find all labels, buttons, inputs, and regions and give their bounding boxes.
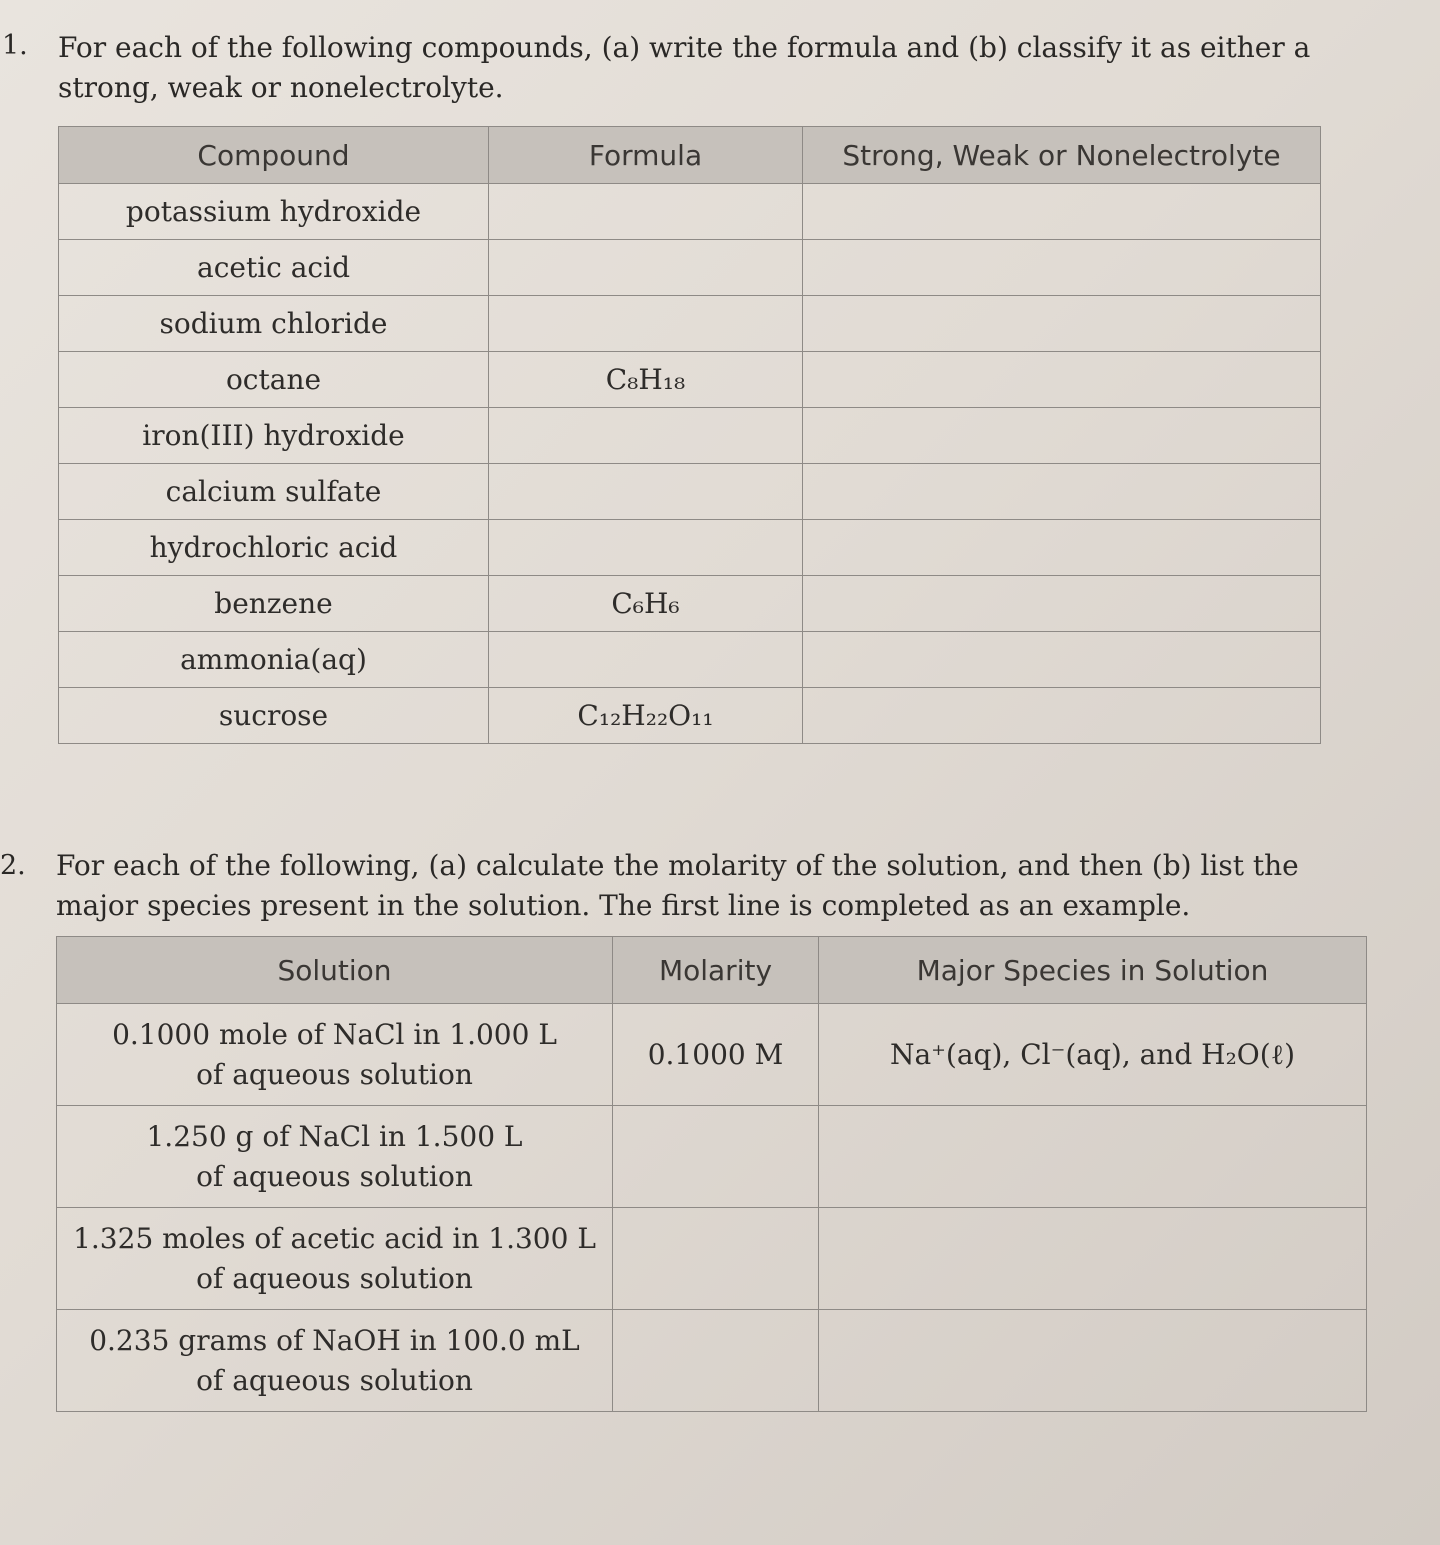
- electrolyte-table-header-row: [59, 127, 1321, 184]
- formula-cell[interactable]: C₆H₆: [489, 576, 803, 632]
- formula-cell[interactable]: [489, 240, 803, 296]
- species-cell[interactable]: [819, 1310, 1367, 1412]
- compound-cell: octane: [59, 352, 489, 408]
- molarity-cell[interactable]: [613, 1310, 819, 1412]
- species-cell[interactable]: [819, 1106, 1367, 1208]
- solution-line-1: 1.250 g of NaCl in 1.500 L: [146, 1119, 523, 1153]
- classification-cell[interactable]: [803, 520, 1321, 576]
- molarity-cell[interactable]: [613, 1208, 819, 1310]
- table-row: [59, 688, 1321, 744]
- compound-cell: acetic acid: [59, 240, 489, 296]
- classification-cell[interactable]: [803, 240, 1321, 296]
- solution-line-2: of aqueous solution: [196, 1159, 473, 1193]
- table-row: [57, 1004, 1367, 1106]
- header-species: Major Species in Solution: [819, 937, 1367, 1004]
- classification-cell[interactable]: [803, 352, 1321, 408]
- header-compound: Compound: [59, 127, 489, 184]
- solution-cell: [57, 1004, 613, 1106]
- formula-cell[interactable]: [489, 464, 803, 520]
- question-2-text: For each of the following, (a) calculate the molarity of the solution, and then (b) list the major species present in the solution. The first line is completed as an example.: [56, 849, 1299, 922]
- species-cell[interactable]: [819, 1208, 1367, 1310]
- header-solution: Solution: [57, 937, 613, 1004]
- header-molarity: Molarity: [613, 937, 819, 1004]
- table-row: [57, 1208, 1367, 1310]
- formula-cell[interactable]: [489, 408, 803, 464]
- electrolyte-table: [58, 126, 1321, 744]
- formula-cell[interactable]: C₈H₁₈: [489, 352, 803, 408]
- molarity-table-header-row: [57, 937, 1367, 1004]
- solution-line-2: of aqueous solution: [196, 1057, 473, 1091]
- formula-cell[interactable]: [489, 632, 803, 688]
- solution-cell: [57, 1106, 613, 1208]
- header-classification: Strong, Weak or Nonelectrolyte: [803, 127, 1321, 184]
- formula-cell[interactable]: [489, 520, 803, 576]
- question-1-text: For each of the following compounds, (a) write the formula and (b) classify it as either a strong, weak or nonelectrolyte.: [58, 31, 1311, 104]
- solution-line-1: 1.325 moles of acetic acid in 1.300 L: [73, 1221, 596, 1255]
- formula-cell[interactable]: C₁₂H₂₂O₁₁: [489, 688, 803, 744]
- molarity-cell[interactable]: [613, 1106, 819, 1208]
- table-row: [59, 240, 1321, 296]
- classification-cell[interactable]: [803, 408, 1321, 464]
- classification-cell[interactable]: [803, 576, 1321, 632]
- table-row: [59, 576, 1321, 632]
- compound-cell: hydrochloric acid: [59, 520, 489, 576]
- solution-line-2: of aqueous solution: [196, 1363, 473, 1397]
- solution-line-2: of aqueous solution: [196, 1261, 473, 1295]
- table-row: [57, 1310, 1367, 1412]
- table-row: [59, 184, 1321, 240]
- compound-cell: sodium chloride: [59, 296, 489, 352]
- table-row: [59, 632, 1321, 688]
- table-row: [59, 464, 1321, 520]
- compound-cell: iron(III) hydroxide: [59, 408, 489, 464]
- formula-cell[interactable]: [489, 296, 803, 352]
- solution-cell: [57, 1310, 613, 1412]
- classification-cell[interactable]: [803, 464, 1321, 520]
- species-cell: Na⁺(aq), Cl⁻(aq), and H₂O(ℓ): [819, 1004, 1367, 1106]
- compound-cell: potassium hydroxide: [59, 184, 489, 240]
- header-formula: Formula: [489, 127, 803, 184]
- table-row: [59, 296, 1321, 352]
- compound-cell: sucrose: [59, 688, 489, 744]
- molarity-cell: 0.1000 M: [613, 1004, 819, 1106]
- classification-cell[interactable]: [803, 184, 1321, 240]
- table-row: [59, 520, 1321, 576]
- classification-cell[interactable]: [803, 632, 1321, 688]
- table-row: [57, 1106, 1367, 1208]
- compound-cell: ammonia(aq): [59, 632, 489, 688]
- compound-cell: calcium sulfate: [59, 464, 489, 520]
- compound-cell: benzene: [59, 576, 489, 632]
- classification-cell[interactable]: [803, 296, 1321, 352]
- solution-cell: [57, 1208, 613, 1310]
- molarity-table: [56, 936, 1367, 1412]
- question-1-number: 1.: [2, 30, 28, 61]
- table-row: [59, 352, 1321, 408]
- formula-cell[interactable]: [489, 184, 803, 240]
- classification-cell[interactable]: [803, 688, 1321, 744]
- question-2-number: 2.: [0, 850, 26, 881]
- solution-line-1: 0.1000 mole of NaCl in 1.000 L: [112, 1017, 557, 1051]
- solution-line-1: 0.235 grams of NaOH in 100.0 mL: [89, 1323, 580, 1357]
- table-row: [59, 408, 1321, 464]
